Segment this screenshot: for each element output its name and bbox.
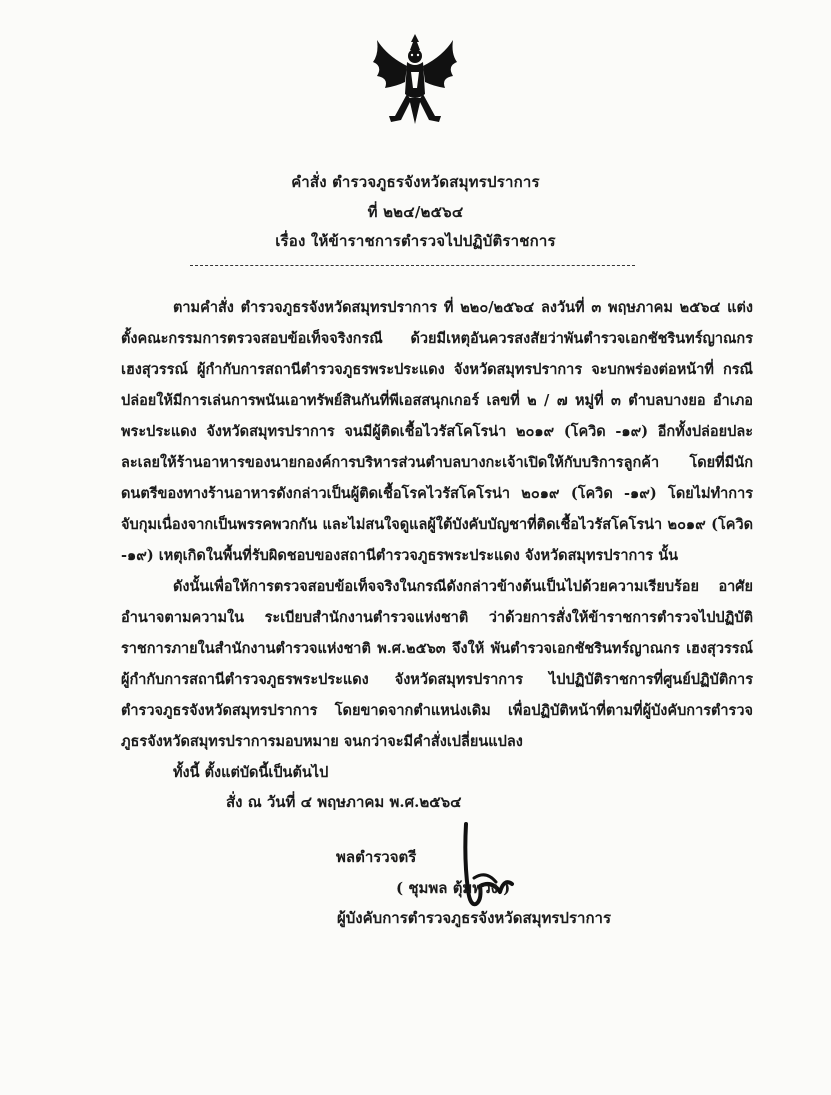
order-number: ที่ ๒๒๔/๒๕๖๔: [367, 203, 464, 221]
body-paragraph-2: ดังนั้นเพื่อให้การตรวจสอบข้อเท็จจริงในกรณีดังกล่าวข้างต้นเป็นไปด้วยความเรียบร้อย อาศัยอำนาจตามความใน ระเบียบสำนักงานตำรวจแห่งชาติ ว่าด้วยการสั่งให้ข้าราชการตำรวจไปปฏิบัติราชการภายในสำนักงานตำรวจแห่งชาติ พ.ศ.๒๕๖๓ จึงให้ พันตำรวจเอกชัชรินทร์ญาณกร เฮงสุวรรณ์ ผู้กำกับการสถานีตำรวจภูธรพระประแดง จังหวัดสมุทรปราการ ไปปฏิบัติราชการที่ศูนย์ปฏิบัติการตำรวจภูธรจังหวัดสมุทรปราการ โดยขาดจากตำแหน่งเดิม เพื่อปฏิบัติหน้าที่ตามที่ผู้บังคับการตำรวจภูธรจังหวัดสมุทรปราการมอบหมาย จนกว่าจะมีคำสั่งเปลี่ยนแปลง: [121, 578, 753, 750]
signed-date: สั่ง ณ วันที่ ๔ พฤษภาคม พ.ศ.๒๕๖๔: [226, 793, 462, 811]
signatory-position: ผู้บังคับการตำรวจภูธรจังหวัดสมุทรปราการ: [337, 909, 611, 927]
signatory-rank: พลตำรวจตรี: [336, 848, 417, 866]
order-body: [121, 292, 753, 788]
closing-line: ทั้งนี้ ตั้งแต่บัดนี้เป็นต้นไป: [173, 764, 329, 781]
signatory-name: ( ชุมพล ตุ้มพวง ): [396, 879, 511, 897]
header-divider: [190, 265, 635, 266]
body-paragraph-1: ตามคำสั่ง ตำรวจภูธรจังหวัดสมุทรปราการ ที่ ๒๒๐/๒๕๖๔ ลงวันที่ ๓ พฤษภาคม ๒๕๖๔ แต่งตั้งคณะกรรมการตรวจสอบข้อเท็จจริงกรณี ด้วยมีเหตุอันควรสงสัยว่าพันตำรวจเอกชัชรินทร์ญาณกร เฮงสุวรรณ์ ผู้กำกับการสถานีตำรวจภูธรพระประแดง จังหวัดสมุทรปราการ จะบกพร่องต่อหน้าที่ กรณีปล่อยให้มีการเล่นการพนันเอาทรัพย์สินกันที่พีเอสสนุกเกอร์ เลขที่ ๒ / ๗ หมู่ที่ ๓ ตำบลบางยอ อำเภอพระประแดง จังหวัดสมุทรปราการ จนมีผู้ติดเชื้อไวรัสโคโรน่า ๒๐๑๙ (โควิด -๑๙) อีกทั้งปล่อยปละละเลยให้ร้านอาหารของนายกองค์การบริหารส่วนตำบลบางกะเจ้าเปิดให้กับบริการลูกค้า โดยที่มีนักดนตรีของทางร้านอาหารดังกล่าวเป็นผู้ติดเชื้อโรคไวรัสโคโรน่า ๒๐๑๙ (โควิด -๑๙) โดยไม่ทำการจับกุมเนื่องจากเป็นพรรคพวกกัน และไม่สนใจดูแลผู้ใต้บังคับบัญชาที่ติดเชื้อไวรัสโคโรน่า ๒๐๑๙ (โควิด -๑๙) เหตุเกิดในพื้นที่รับผิดชอบของสถานีตำรวจภูธรพระประแดง จังหวัดสมุทรปราการ นั้น: [121, 299, 753, 564]
order-title: คำสั่ง ตำรวจภูธรจังหวัดสมุทรปราการ: [291, 173, 540, 191]
garuda-emblem-icon: [365, 32, 465, 132]
order-subject: เรื่อง ให้ข้าราชการตำรวจไปปฏิบัติราชการ: [275, 232, 556, 250]
